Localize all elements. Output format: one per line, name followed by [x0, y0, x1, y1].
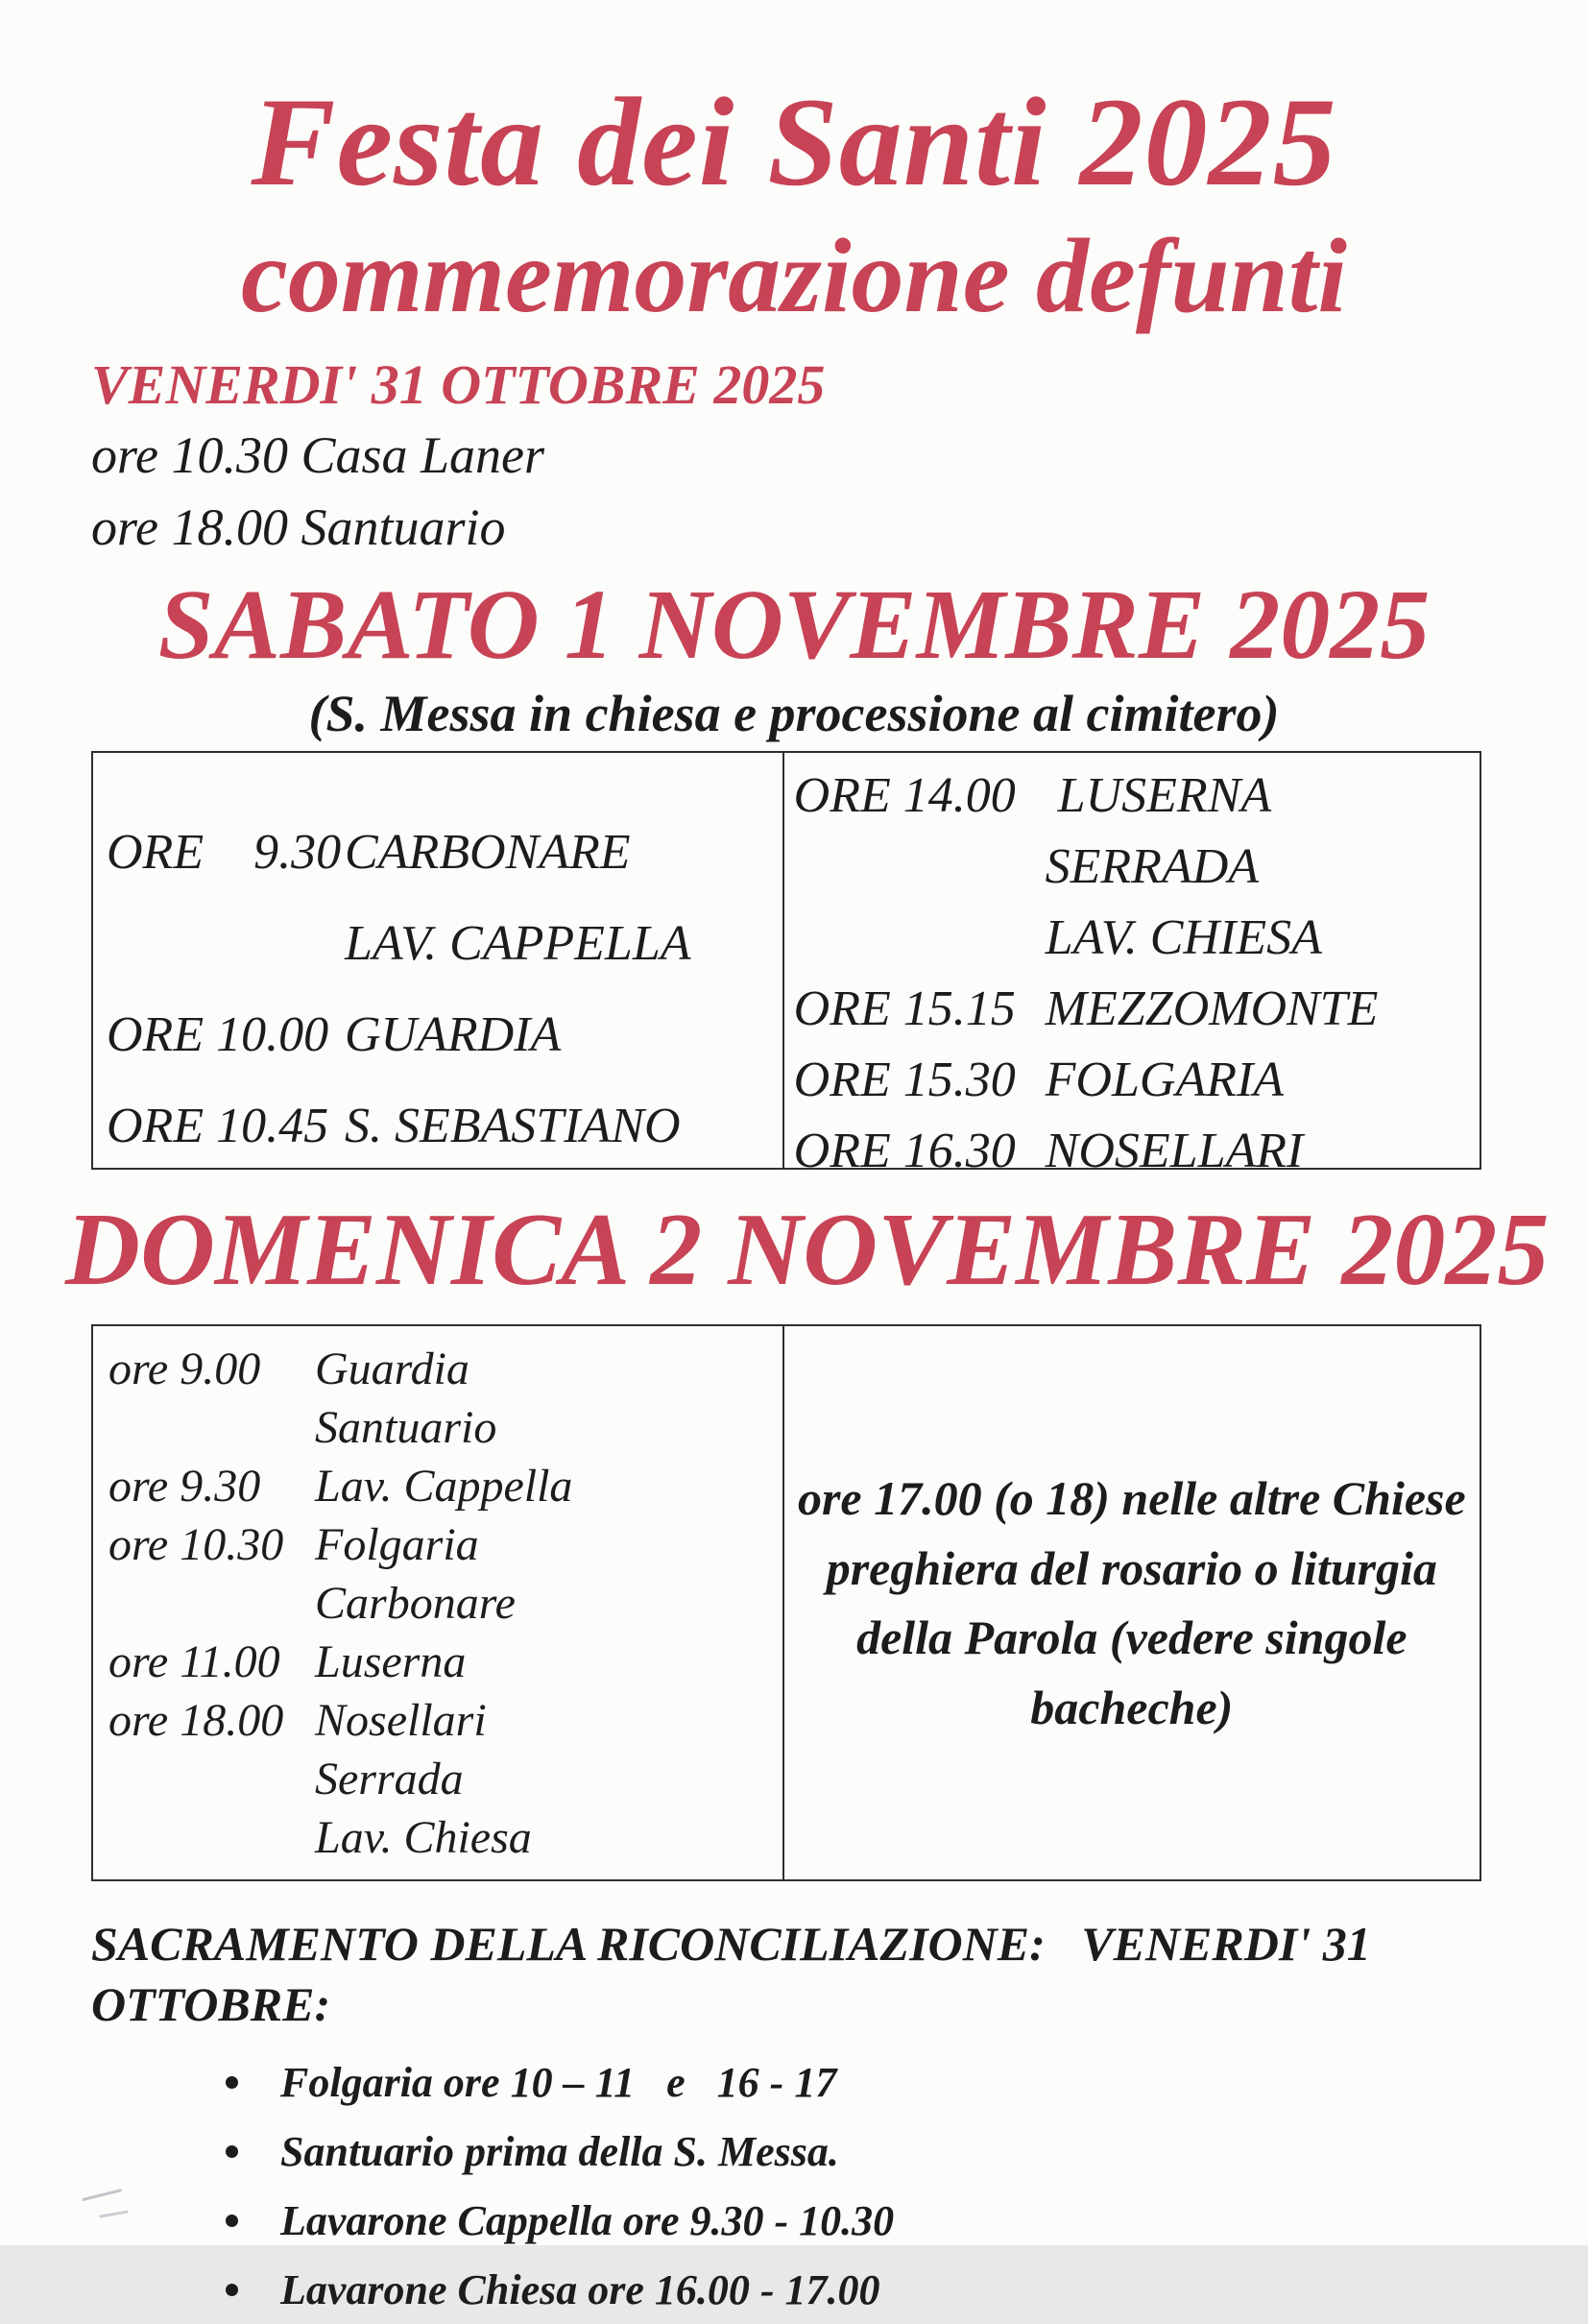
bullet-icon: [226, 2284, 238, 2296]
row-place: GUARDIA: [345, 1006, 562, 1062]
schedule-row: [108, 1574, 782, 1633]
row-place: Guardia: [315, 1344, 469, 1395]
row-time: ORE 10.45: [107, 1098, 329, 1153]
row-time: ORE 15.15: [793, 981, 1016, 1037]
row-place: MEZZOMONTE: [1045, 981, 1379, 1037]
note-line: ore 17.00 (o 18) nelle altre Chiese: [797, 1471, 1466, 1526]
row-place: FOLGARIA: [1045, 1053, 1285, 1108]
row-place: Luserna: [315, 1636, 467, 1688]
row-time: ORE 10.00: [107, 1006, 329, 1062]
schedule-row: [794, 903, 1480, 974]
domenica-schedule-table: [91, 1324, 1481, 1881]
row-time: ore 18.00: [108, 1695, 284, 1747]
list-item: [226, 2117, 1588, 2186]
schedule-row: [108, 1808, 782, 1867]
sacramento-heading: SACRAMENTO DELLA RICONCILIAZIONE: VENERDI' 31 OTTOBRE:: [91, 1917, 1383, 2031]
schedule-row: [794, 974, 1480, 1045]
schedule-row: [107, 898, 782, 989]
bullet-icon: [226, 2145, 238, 2158]
note-line: bacheche): [1030, 1680, 1234, 1734]
row-place: Serrada: [315, 1754, 464, 1805]
schedule-row: [108, 1633, 782, 1691]
schedule-row: [794, 1045, 1480, 1116]
row-place: Lav. Cappella: [315, 1461, 573, 1513]
schedule-row: [108, 1398, 782, 1457]
row-place: Folgaria: [315, 1519, 479, 1571]
section-venerdi: [91, 351, 1588, 564]
row-place: LAV. CAPPELLA: [345, 915, 691, 971]
sabato-schedule-table: [91, 751, 1481, 1179]
schedule-row: [794, 761, 1480, 832]
schedule-row: [107, 807, 782, 898]
sabato-table-right-cell: [782, 753, 1480, 1179]
row-place: LUSERNA: [1045, 768, 1272, 824]
bullet-text: Lavarone Cappella ore 9.30 - 10.30: [280, 2196, 895, 2244]
schedule-row: [108, 1340, 782, 1398]
schedule-row: [108, 1457, 782, 1515]
bullet-icon: [226, 2215, 238, 2227]
domenica-table-right-cell: [782, 1326, 1480, 1879]
bullet-text: Folgaria ore 10 – 11 e 16 - 17: [280, 2058, 837, 2106]
row-time: ore 9.00: [108, 1344, 261, 1395]
list-item: [226, 2186, 1588, 2255]
sabato-heading: SABATO 1 NOVEMBRE 2025: [157, 569, 1431, 681]
section-sacramento: [91, 1914, 1588, 2324]
schedule-row: [794, 832, 1480, 903]
venerdi-line: ore 18.00 Santuario: [91, 497, 506, 556]
sabato-subtitle: (S. Messa in chiesa e processione al cimitero): [308, 685, 1280, 743]
schedule-row: [794, 1116, 1480, 1187]
list-item: [226, 2255, 1588, 2324]
schedule-row: [108, 1515, 782, 1574]
bullet-text: Santuario prima della S. Messa.: [280, 2127, 839, 2175]
schedule-row: [107, 989, 782, 1080]
row-time: ORE 14.00: [793, 768, 1016, 824]
sacramento-bullet-list: [226, 2047, 1588, 2324]
row-place: CARBONARE: [345, 824, 631, 880]
title-block: [0, 0, 1588, 335]
domenica-heading: DOMENICA 2 NOVEMBRE 2025: [65, 1192, 1550, 1307]
row-place: NOSELLARI: [1045, 1124, 1304, 1179]
sabato-table-left-cell: [93, 753, 782, 1168]
schedule-row: [108, 1691, 782, 1750]
row-place: LAV. CHIESA: [1045, 910, 1322, 966]
row-place: Nosellari: [315, 1695, 487, 1747]
schedule-row: [108, 1750, 782, 1808]
row-place: Santuario: [315, 1402, 497, 1454]
row-time: ore 10.30: [108, 1519, 284, 1571]
row-place: SERRADA: [1045, 839, 1260, 895]
note-line: della Parola (vedere singole: [856, 1610, 1408, 1665]
list-item: [226, 2047, 1588, 2117]
row-place: S. SEBASTIANO: [345, 1098, 681, 1153]
venerdi-line: ore 10.30 Casa Laner: [91, 426, 545, 485]
row-place: Lav. Chiesa: [315, 1812, 532, 1864]
bullet-text: Lavarone Chiesa ore 16.00 - 17.00: [280, 2265, 880, 2313]
domenica-table-left-cell: [93, 1326, 782, 1879]
row-place: Carbonare: [315, 1578, 516, 1630]
note-line: preghiera del rosario o liturgia: [826, 1540, 1437, 1595]
bullet-icon: [226, 2076, 238, 2089]
row-time: ore 9.30: [108, 1461, 261, 1513]
row-time: ore 11.00: [108, 1636, 280, 1688]
other-churches-note: [788, 1464, 1476, 1742]
venerdi-heading: VENERDI' 31 OTTOBRE 2025: [91, 352, 826, 416]
row-time: ORE 16.30: [793, 1124, 1016, 1179]
row-time: ORE 15.30: [793, 1053, 1016, 1108]
row-time: ORE 9.30: [107, 824, 342, 880]
page-title: Festa dei Santi 2025: [251, 71, 1337, 212]
page-subtitle: commemorazione defunti: [241, 216, 1347, 334]
schedule-row: [107, 1080, 782, 1172]
